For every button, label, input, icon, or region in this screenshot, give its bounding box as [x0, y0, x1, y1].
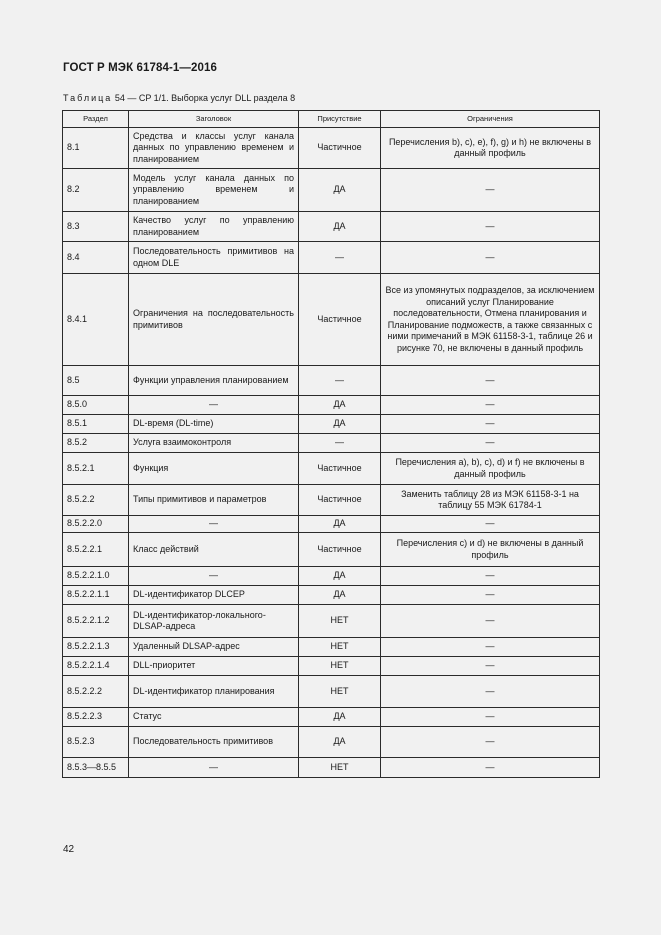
- cell-limits: —: [381, 708, 600, 727]
- cell-limits: —: [381, 586, 600, 605]
- cell-limits: Перечисления a), b), c), d) и f) не включены в данный профиль: [381, 453, 600, 485]
- cell-section: 8.2: [63, 169, 129, 212]
- cell-presence: Частичное: [299, 485, 381, 516]
- cell-section: 8.5.2.2.3: [63, 708, 129, 727]
- cell-limits: Перечисления c) и d) не включены в данный профиль: [381, 533, 600, 567]
- cell-presence: Частичное: [299, 274, 381, 366]
- cell-limits: —: [381, 242, 600, 274]
- cell-limits: —: [381, 676, 600, 708]
- cell-section: 8.1: [63, 128, 129, 169]
- cell-presence: Частичное: [299, 533, 381, 567]
- table-caption: [63, 93, 295, 103]
- table-row: [63, 516, 600, 533]
- table-row: [63, 453, 600, 485]
- cell-limits: —: [381, 727, 600, 758]
- cell-section: 8.5.2.2.2: [63, 676, 129, 708]
- cell-presence: НЕТ: [299, 676, 381, 708]
- cell-heading: Ограничения на последовательность примитивов: [129, 274, 299, 366]
- table-caption-text: 54 — CP 1/1. Выборка услуг DLL раздела 8: [114, 93, 296, 103]
- cell-presence: Частичное: [299, 453, 381, 485]
- cell-limits: —: [381, 366, 600, 396]
- table-row: [63, 434, 600, 453]
- cell-section: 8.5.2: [63, 434, 129, 453]
- cell-section: 8.5.2.1: [63, 453, 129, 485]
- cell-presence: НЕТ: [299, 605, 381, 638]
- cell-presence: ДА: [299, 516, 381, 533]
- cell-presence: ДА: [299, 212, 381, 242]
- table-row: [63, 676, 600, 708]
- cell-section: 8.5.2.2.1.1: [63, 586, 129, 605]
- cell-heading: Последовательность примитивов на одном DLE: [129, 242, 299, 274]
- cell-heading: Последовательность примитивов: [129, 727, 299, 758]
- cell-presence: —: [299, 366, 381, 396]
- dll-services-table: [62, 110, 600, 778]
- table-row: [63, 533, 600, 567]
- table-row: [63, 708, 600, 727]
- cell-section: 8.5.2.2.1: [63, 533, 129, 567]
- cell-limits: —: [381, 758, 600, 778]
- cell-section: 8.5.2.2.1.4: [63, 657, 129, 676]
- cell-limits: —: [381, 605, 600, 638]
- cell-presence: НЕТ: [299, 758, 381, 778]
- cell-heading: DL-идентификатор планирования: [129, 676, 299, 708]
- table-row: [63, 169, 600, 212]
- cell-section: 8.5.2.2.1.0: [63, 567, 129, 586]
- table-row: [63, 758, 600, 778]
- cell-section: 8.4: [63, 242, 129, 274]
- table-row: [63, 415, 600, 434]
- table-row: [63, 657, 600, 676]
- cell-limits: —: [381, 434, 600, 453]
- column-header-heading: Заголовок: [129, 111, 299, 128]
- table-row: [63, 567, 600, 586]
- cell-heading: —: [129, 758, 299, 778]
- column-header-section: Раздел: [63, 111, 129, 128]
- cell-heading: Функция: [129, 453, 299, 485]
- table-row: [63, 638, 600, 657]
- table-row: [63, 605, 600, 638]
- document-title: ГОСТ Р МЭК 61784-1—2016: [63, 62, 217, 74]
- cell-limits: —: [381, 396, 600, 415]
- cell-section: 8.5.2.2.1.2: [63, 605, 129, 638]
- table-header-row: [63, 111, 600, 128]
- cell-heading: Статус: [129, 708, 299, 727]
- cell-limits: —: [381, 516, 600, 533]
- table-row: [63, 212, 600, 242]
- cell-section: 8.5.2.2: [63, 485, 129, 516]
- cell-presence: ДА: [299, 708, 381, 727]
- cell-heading: —: [129, 516, 299, 533]
- cell-presence: НЕТ: [299, 657, 381, 676]
- cell-presence: ДА: [299, 396, 381, 415]
- cell-limits: —: [381, 657, 600, 676]
- cell-heading: Модель услуг канала данных по управлению временем и планированием: [129, 169, 299, 212]
- cell-section: 8.5.0: [63, 396, 129, 415]
- cell-limits: —: [381, 638, 600, 657]
- cell-limits: Перечисления b), c), e), f), g) и h) не включены в данный профиль: [381, 128, 600, 169]
- cell-limits: —: [381, 212, 600, 242]
- cell-presence: —: [299, 434, 381, 453]
- cell-limits: Заменить таблицу 28 из МЭК 61158-3-1 на таблицу 55 МЭК 61784-1: [381, 485, 600, 516]
- cell-presence: ДА: [299, 727, 381, 758]
- cell-presence: ДА: [299, 169, 381, 212]
- cell-heading: Удаленный DLSAP-адрес: [129, 638, 299, 657]
- cell-heading: DL-идентификатор DLCEP: [129, 586, 299, 605]
- cell-limits: —: [381, 415, 600, 434]
- cell-heading: DLL-приоритет: [129, 657, 299, 676]
- cell-limits: —: [381, 567, 600, 586]
- cell-presence: ДА: [299, 567, 381, 586]
- table-row: [63, 242, 600, 274]
- cell-limits: —: [381, 169, 600, 212]
- cell-heading: Функции управления планированием: [129, 366, 299, 396]
- cell-heading: —: [129, 567, 299, 586]
- page-number: 42: [63, 844, 75, 855]
- cell-heading: Типы примитивов и параметров: [129, 485, 299, 516]
- table-row: [63, 586, 600, 605]
- cell-section: 8.5.2.2.1.3: [63, 638, 129, 657]
- cell-section: 8.3: [63, 212, 129, 242]
- cell-heading: —: [129, 396, 299, 415]
- cell-heading: DL-идентификатор-локального-DLSAP-адреса: [129, 605, 299, 638]
- cell-heading: Качество услуг по управлению планированием: [129, 212, 299, 242]
- cell-presence: —: [299, 242, 381, 274]
- table-row: [63, 274, 600, 366]
- cell-presence: ДА: [299, 586, 381, 605]
- cell-section: 8.5.2.2.0: [63, 516, 129, 533]
- table-row: [63, 727, 600, 758]
- column-header-presence: Присутствие: [299, 111, 381, 128]
- cell-presence: Частичное: [299, 128, 381, 169]
- cell-section: 8.5.3—8.5.5: [63, 758, 129, 778]
- column-header-limits: Ограничения: [381, 111, 600, 128]
- table-row: [63, 366, 600, 396]
- cell-heading: DL-время (DL-time): [129, 415, 299, 434]
- table-row: [63, 396, 600, 415]
- cell-limits: Все из упомянутых подразделов, за исключением описаний услуг Планирование последовательности, Отмена планирования и Планирование подможеств, а также связанных с ними примечаний в МЭК 61158-3-1, таблице 26 и рисунке 70, не включены в данный профиль: [381, 274, 600, 366]
- cell-heading: Класс действий: [129, 533, 299, 567]
- cell-section: 8.5.1: [63, 415, 129, 434]
- cell-heading: Услуга взаимоконтроля: [129, 434, 299, 453]
- table-caption-label: Таблица: [63, 93, 113, 103]
- table-row: [63, 128, 600, 169]
- cell-section: 8.4.1: [63, 274, 129, 366]
- cell-presence: НЕТ: [299, 638, 381, 657]
- cell-heading: Средства и классы услуг канала данных по управлению временем и планированием: [129, 128, 299, 169]
- cell-section: 8.5: [63, 366, 129, 396]
- cell-presence: ДА: [299, 415, 381, 434]
- cell-section: 8.5.2.3: [63, 727, 129, 758]
- table-row: [63, 485, 600, 516]
